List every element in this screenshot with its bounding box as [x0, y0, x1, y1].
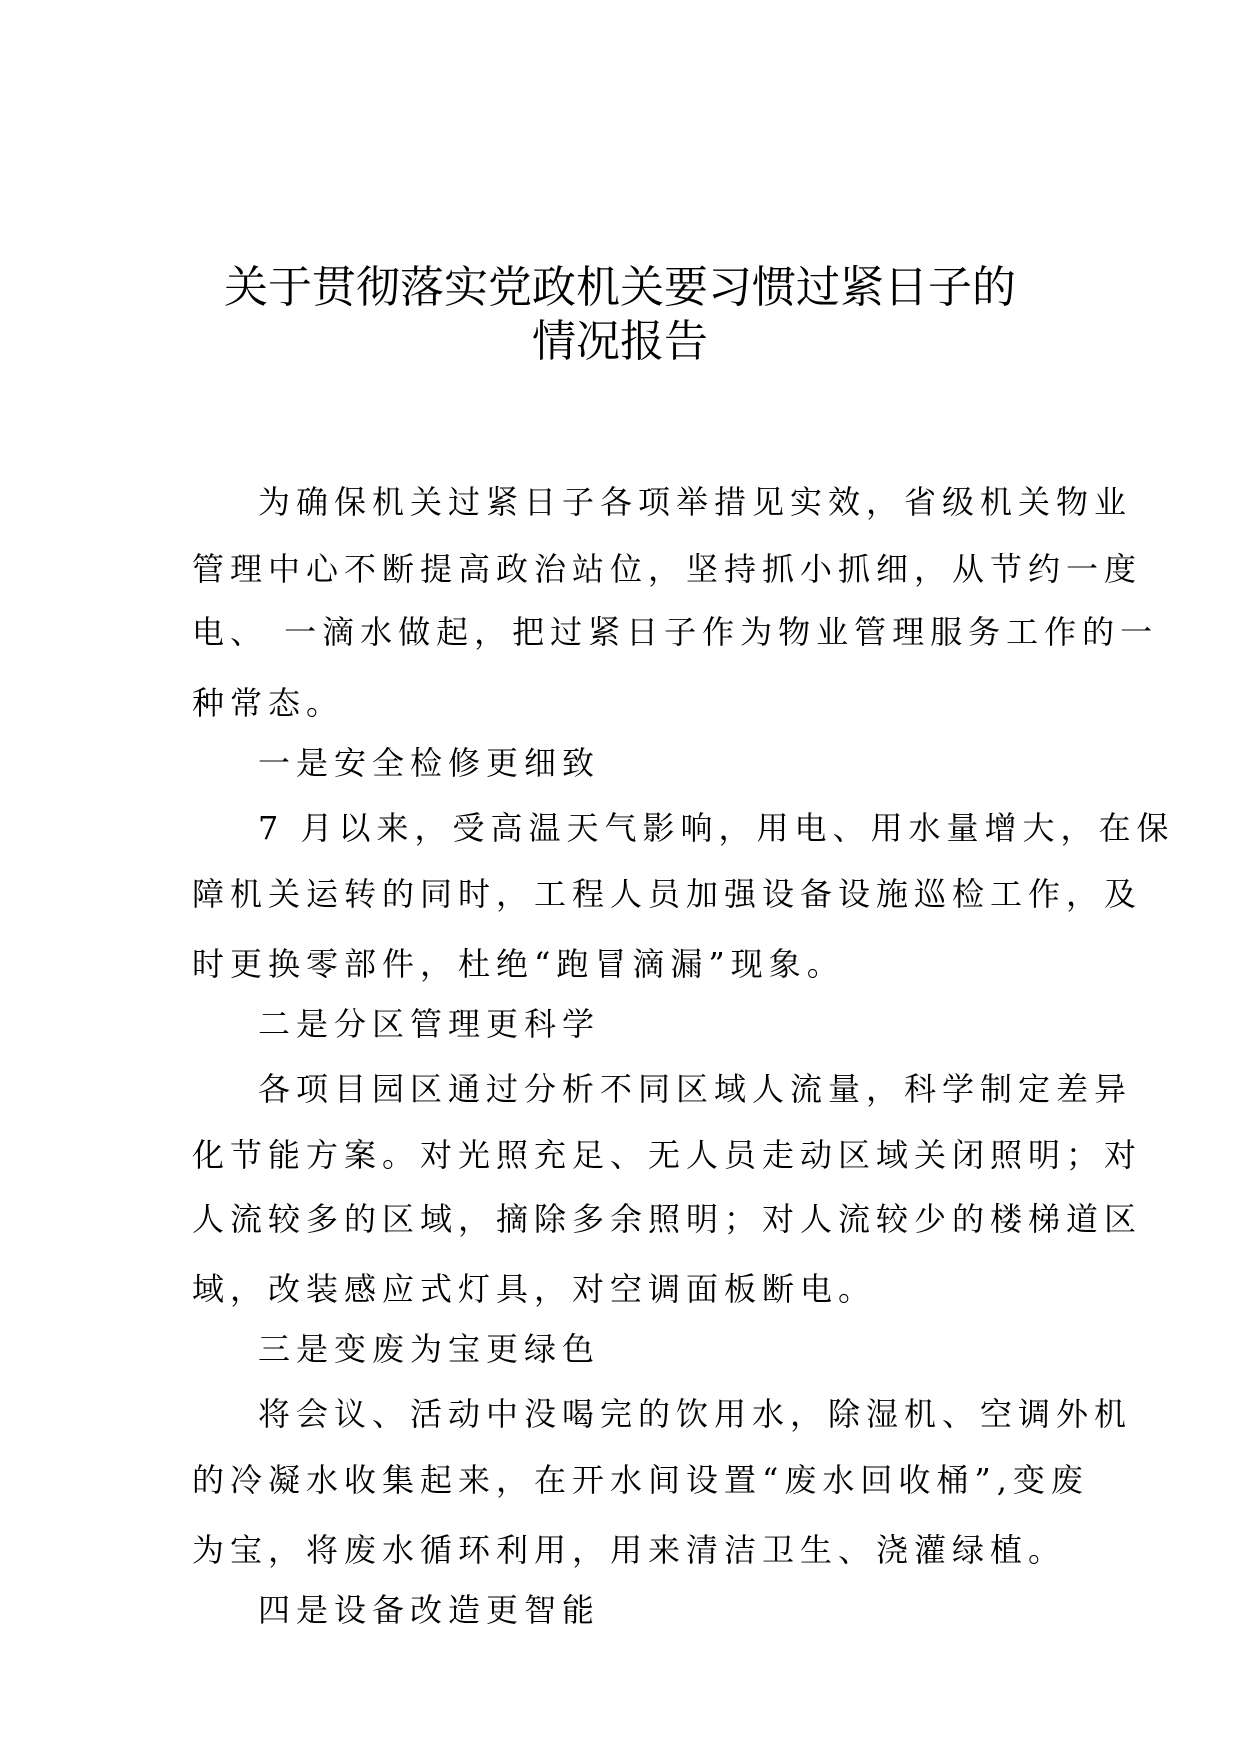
- paragraph-1-line-3: 电、 一滴水做起，把过紧日子作为物业管理服务工作的一: [192, 613, 1159, 651]
- paragraph-2-line-3: 时更换零部件，杜绝“跑冒滴漏”现象。: [192, 945, 845, 983]
- section-heading-1: 一是安全检修更细致: [258, 744, 601, 782]
- report-title-line-2: 情况报告: [532, 316, 708, 367]
- paragraph-3-line-2: 化节能方案。对光照充足、无人员走动区域关闭照明；对: [192, 1136, 1143, 1174]
- paragraph-3-line-1: 各项目园区通过分析不同区域人流量，科学制定差异: [258, 1070, 1133, 1108]
- paragraph-1-line-1: 为确保机关过紧日子各项举措见实效，省级机关物业: [258, 483, 1133, 521]
- paragraph-2-line-2: 障机关运转的同时，工程人员加强设备设施巡检工作，及: [192, 875, 1143, 913]
- paragraph-4-line-2: 的冷凝水收集起来，在开水间设置“废水回收桶”,变废: [192, 1461, 1089, 1499]
- paragraph-3-line-4: 域，改装感应式灯具，对空调面板断电。: [192, 1270, 877, 1308]
- paragraph-4-line-3: 为宝，将废水循环利用，用来清洁卫生、浇灌绿植。: [192, 1531, 1067, 1569]
- paragraph-2-line-1: 7 月以来，受高温天气影响，用电、用水量增大，在保: [258, 809, 1175, 847]
- paragraph-1-line-2: 管理中心不断提高政治站位，坚持抓小抓细，从节约一度: [192, 550, 1143, 588]
- section-heading-3: 三是变废为宝更绿色: [258, 1330, 601, 1368]
- report-title-line-1: 关于贯彻落实党政机关要习惯过紧日子的: [224, 262, 1016, 313]
- section-heading-4: 四是设备改造更智能: [258, 1591, 601, 1629]
- paragraph-4-line-1: 将会议、活动中没喝完的饮用水，除湿机、空调外机: [258, 1395, 1133, 1433]
- paragraph-3-line-3: 人流较多的区域，摘除多余照明；对人流较少的楼梯道区: [192, 1200, 1143, 1238]
- paragraph-1-line-4: 种常态。: [192, 684, 345, 722]
- section-heading-2: 二是分区管理更科学: [258, 1005, 601, 1043]
